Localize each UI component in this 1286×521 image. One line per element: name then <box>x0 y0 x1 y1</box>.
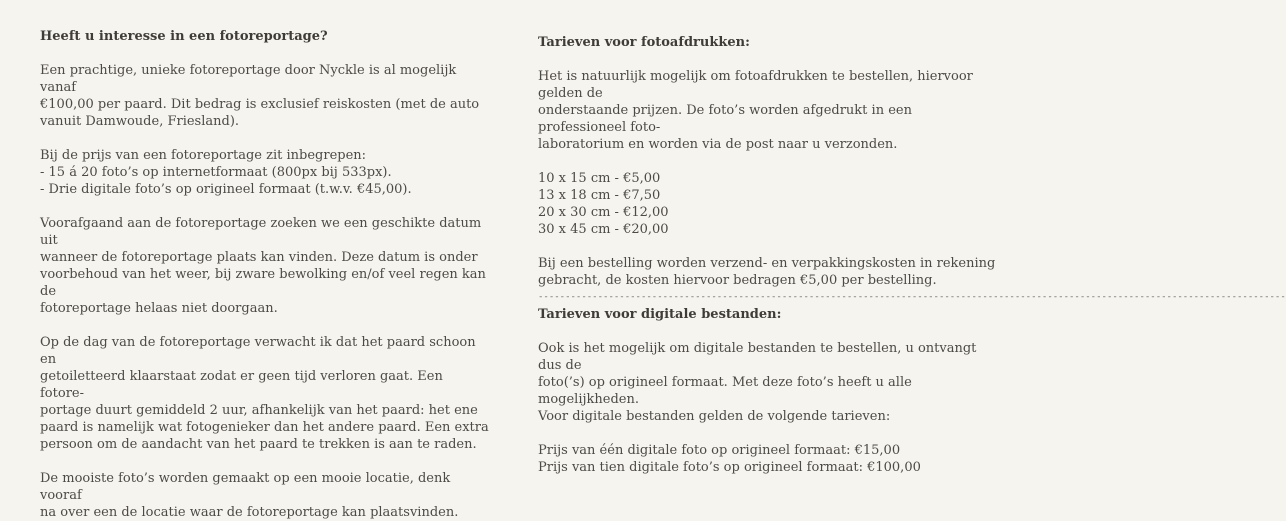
shipping-paragraph: Bij een bestelling worden verzend- en verpakkingskosten in rekening gebracht, de kosten hiervoor bedragen €5,00 per bestelling. <box>538 256 996 288</box>
spacer <box>538 323 1000 340</box>
prints-heading: Tarieven voor fotoafdrukken: <box>538 35 750 50</box>
spacer <box>40 130 490 147</box>
spacer <box>40 198 490 215</box>
digital-intro-paragraph: Ook is het mogelijk om digitale bestanden te bestellen, u ontvangt dus de foto(’s) op origineel formaat. Met deze foto’s heeft u alle mogelijkheden. Voor digitale bestanden gelden de volgende tarieven: <box>538 341 977 424</box>
spacer <box>40 45 490 62</box>
location-paragraph: De mooiste foto’s worden gemaakt op een mooie locatie, denk vooraf na over een de locatie waar de fotoreportage kan plaatsvinden. <box>40 471 459 520</box>
digital-price-list <box>538 442 1000 476</box>
day-paragraph: Op de dag van de fotoreportage verwacht ik dat het paard schoon en getoiletteerd klaarstaat zodat er geen tijd verloren gaat. Een fotore- portage duurt gemiddeld 2 uur, afhankelijk van het paard: het ene paard is namelijk wat fotogenieker dan het andere paard. Een extra persoon om de aandacht van het paard te trekken is aan te raden. <box>40 335 489 452</box>
digital-price-item: Prijs van één digitale foto op origineel formaat: €15,00 <box>538 443 901 458</box>
spacer <box>538 425 1000 442</box>
print-price-item: 10 x 15 cm - €5,00 <box>538 171 661 186</box>
right-column <box>538 34 1286 476</box>
planning-paragraph: Voorafgaand aan de fotoreportage zoeken we een geschikte datum uit wanneer de fotoreportage plaats kan vinden. Deze datum is onder voorbehoud van het weer, bij zware bewolking en/of veel regen kan de fotoreportage helaas niet doorgaan. <box>40 216 486 316</box>
left-column <box>40 28 490 521</box>
digital-heading: Tarieven voor digitale bestanden: <box>538 307 782 322</box>
section-divider: ------------------------------------------------------------------------------------------------------------------------------------------ <box>538 292 1286 302</box>
prints-intro-paragraph: Het is natuurlijk mogelijk om fotoafdrukken te bestellen, hiervoor gelden de onderstaande prijzen. De foto’s worden afgedrukt in een professioneel foto- laboratorium en worden via de post naar u verzonden. <box>538 69 973 152</box>
intro-paragraph: Een prachtige, unieke fotoreportage door Nyckle is al mogelijk vanaf €100,00 per paard. Dit bedrag is exclusief reiskosten (met de auto vanuit Damwoude, Friesland). <box>40 63 480 129</box>
print-price-item: 13 x 18 cm - €7,50 <box>538 188 661 203</box>
spacer <box>538 51 1000 68</box>
print-price-item: 20 x 30 cm - €12,00 <box>538 205 669 220</box>
spacer <box>40 317 490 334</box>
spacer <box>538 153 1000 170</box>
print-price-list <box>538 170 1000 238</box>
digital-price-item: Prijs van tien digitale foto’s op origineel formaat: €100,00 <box>538 460 921 475</box>
photoshoot-heading: Heeft u interesse in een fotoreportage? <box>40 29 328 44</box>
spacer <box>40 453 490 470</box>
included-paragraph: Bij de prijs van een fotoreportage zit inbegrepen: - 15 á 20 foto’s op internetformaat (800px bij 533px). - Drie digitale foto’s op origineel formaat (t.w.v. €45,00). <box>40 148 412 197</box>
print-price-item: 30 x 45 cm - €20,00 <box>538 222 669 237</box>
spacer <box>538 238 1000 255</box>
